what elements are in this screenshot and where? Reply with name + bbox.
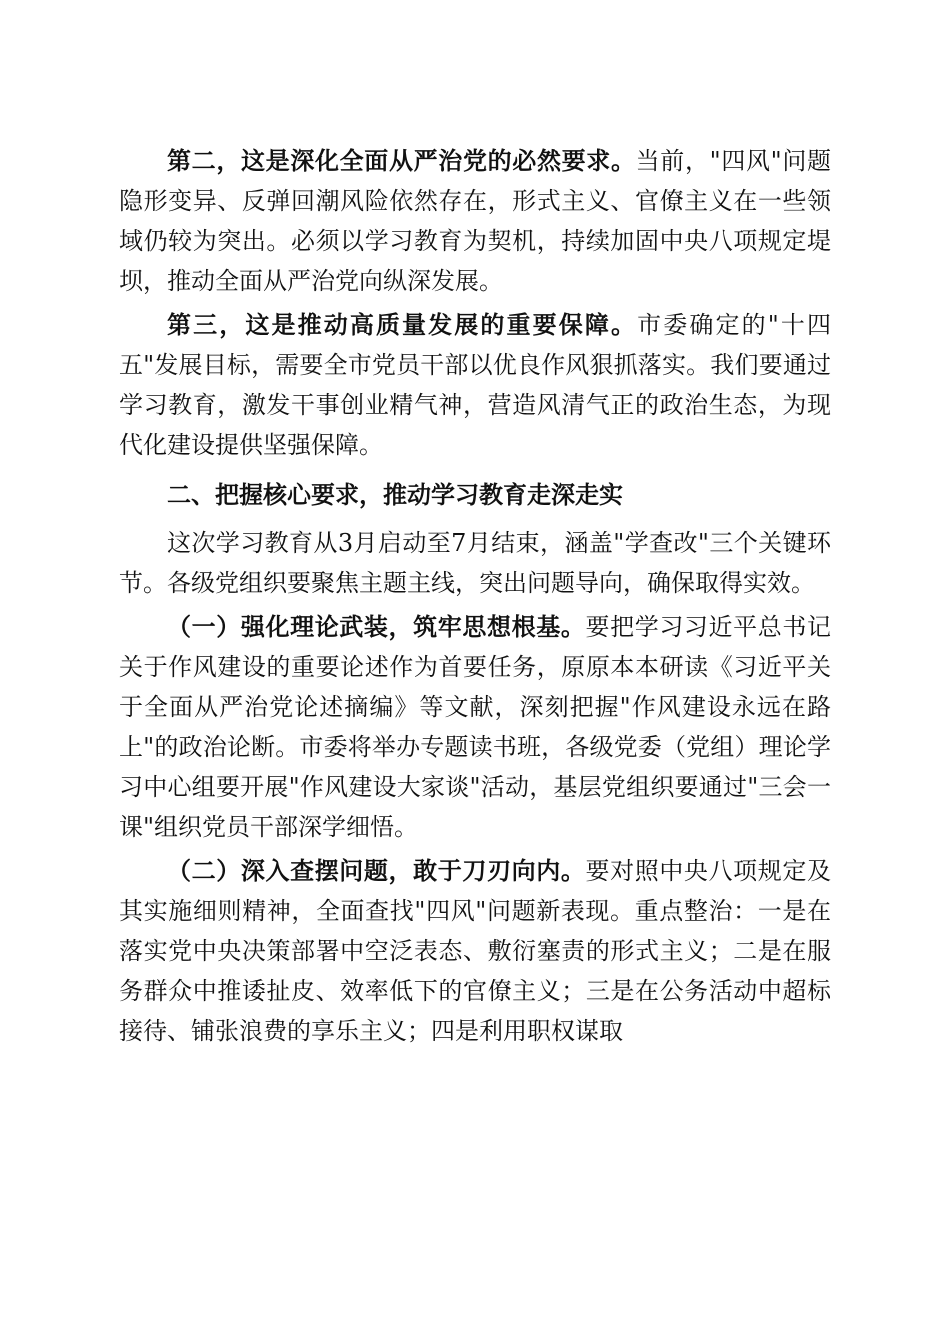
subsection-problems: [119, 851, 831, 1051]
subsection-lead: （一）强化理论武装，筑牢思想根基。: [167, 612, 586, 641]
document-page: [119, 141, 831, 1051]
subsection-body: 要对照中央八项规定及其实施细则精神，全面查找"四风"问题新表现。重点整治：一是在落实党中央决策部署中空泛表态、敷衍塞责的形式主义；二是在服务群众中推诿扯皮、效率低下的官僚主义；三是在公务活动中超标接待、铺张浪费的享乐主义；四是利用职权谋取: [119, 857, 832, 1045]
section-intro: 这次学习教育从3月启动至7月结束，涵盖"学查改"三个关键环节。各级党组织要聚焦主题主线，突出问题导向，确保取得实效。: [119, 529, 831, 597]
subsection-body: 要把学习习近平总书记关于作风建设的重要论述作为首要任务，原原本本研读《习近平关于全面从严治党论述摘编》等文献，深刻把握"作风建设永远在路上"的政治论断。市委将举办专题读书班，各级党委（党组）理论学习中心组要开展"作风建设大家谈"活动，基层党组织要通过"三会一课"组织党员干部深学细悟。: [119, 613, 832, 841]
paragraph-lead: 第二，这是深化全面从严治党的必然要求。: [167, 146, 636, 175]
paragraph-third-point: [119, 305, 831, 465]
paragraph-body: 市委确定的"十四五"发展目标，需要全市党员干部以优良作风狠抓落实。我们要通过学习教育，激发干事创业精气神，营造风清气正的政治生态，为现代化建设提供坚强保障。: [119, 311, 831, 459]
subsection-theory: [119, 607, 831, 847]
section-heading: 二、把握核心要求，推动学习教育走深走实: [167, 481, 623, 509]
paragraph-second-point: [119, 141, 831, 301]
subsection-lead: （二）深入查摆问题，敢于刀刃向内。: [167, 856, 586, 885]
paragraph-body: 当前，"四风"问题隐形变异、反弹回潮风险依然存在，形式主义、官僚主义在一些领域仍较为突出。必须以学习教育为契机，持续加固中央八项规定堤坝，推动全面从严治党向纵深发展。: [119, 147, 832, 295]
paragraph-lead: 第三，这是推动高质量发展的重要保障。: [167, 310, 638, 339]
